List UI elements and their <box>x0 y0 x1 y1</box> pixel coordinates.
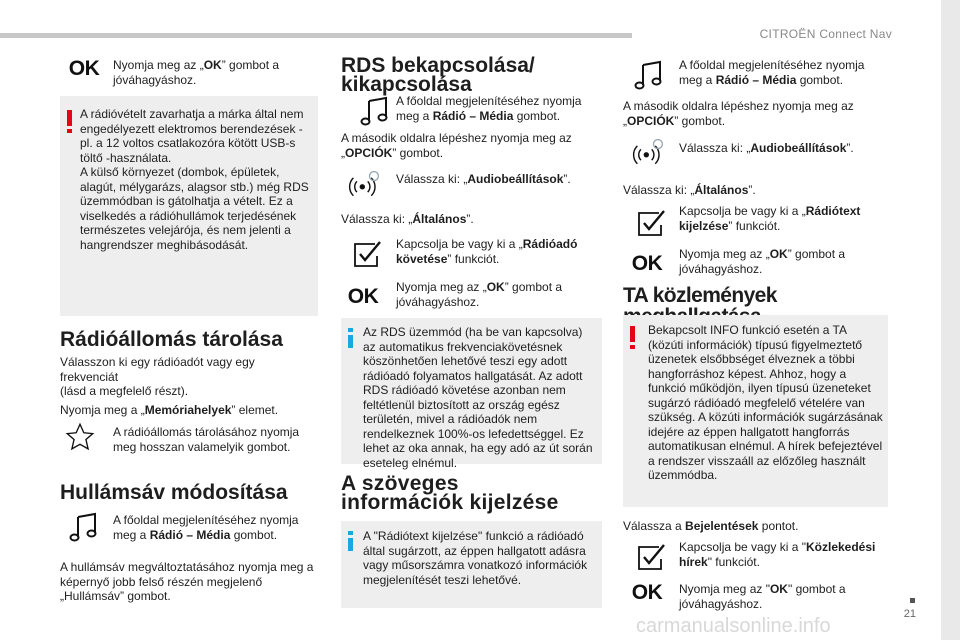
warning-box-ta <box>623 315 888 507</box>
info-icon-dot <box>348 531 353 535</box>
warning-box-reception <box>60 96 318 316</box>
info-icon <box>348 538 353 551</box>
page-edge-tab <box>941 0 960 640</box>
warning-icon <box>630 326 635 342</box>
rds-info-text: Az RDS üzemmód (ha be van kapcsolva) az automatikus frekvenciakövetésnek köszönhetően lehetővé teszi egy adott rádióadó folyamatos hallgatását. Az adott RDS rádióadó követése azonban nem feltétlenül biztosított az ország egész területén, mivel a rádióadók nem rendelkeznek 100%-os lefedettséggel. Ez lehet az oka annak, ha egy adó az út során eseteleg elnémul. <box>363 325 593 470</box>
info-box-radiotext <box>341 521 602 608</box>
music-note-icon <box>629 58 669 92</box>
running-title: CITROËN Connect Nav <box>759 27 892 41</box>
info-icon-dot <box>348 328 353 332</box>
checkbox-icon <box>631 539 671 573</box>
page-marker <box>910 598 915 603</box>
ta-paragraph-3: Válassza ki: „Audiobeállítások”. <box>679 141 854 155</box>
store-paragraph-2: Nyomja meg a „Memóriahelyek” elemet. <box>60 403 279 417</box>
header-rule <box>0 33 632 38</box>
ok-icon: OK <box>347 285 379 308</box>
ta-paragraph-2: A második oldalra lépéshez nyomja meg az „OPCIÓK” gombot. <box>623 99 854 128</box>
band-paragraph-2: A hullámsáv megváltoztatásához nyomja meg a képernyő jobb felső részén megjelenő „Hullámsáv” gombot. <box>60 560 314 603</box>
radiotext-info-text: A "Rádiótext kijelzése" funkció a rádióadó által sugárzott, az éppen hallgatott adásra vagy műsorszámra vonatkozó információk megjelenítését teszi lehetővé. <box>363 529 588 587</box>
checkbox-icon <box>347 236 387 270</box>
rds-paragraph-3: Válassza ki: „Audiobeállítások”. <box>396 172 571 186</box>
rds-paragraph-2: A második oldalra lépéshez nyomja meg az „OPCIÓK” gombot. <box>341 131 572 160</box>
rds-paragraph-1: A főoldal megjelenítéséhez nyomja meg a Rádió – Média gombot. <box>396 94 582 123</box>
ok-confirm-text: Nyomja meg az „OK” gombot a jóváhagyáshoz. <box>113 58 280 87</box>
heading-store-station: Rádióállomás tárolása <box>60 328 283 351</box>
warning-text: A rádióvételt zavarhatja a márka által nem engedélyezett elektromos berendezések - pl. a 12 voltos csatlakozóra kötött USB-s töltő -használata. A külső környezet (dombok, épületek, alagút, mélygarázs, alagsor stb.) még RDS üzemmódban is gátolhatja a vételt. Ez a viselkedés a rádióhullámok terjedésének természetes velejárója, és nem jelenti a hangrendszer meghibásodását. <box>80 107 309 252</box>
warning-icon-dot <box>67 129 72 133</box>
heading-text-info: A szöveges információk kijelzése <box>341 472 559 514</box>
ta-paragraph-9: Nyomja meg az "OK" gombot a jóváhagyáshoz. <box>679 582 846 611</box>
ok-icon: OK <box>631 581 663 604</box>
heading-change-band: Hullámsáv módosítása <box>60 481 288 504</box>
watermark: carmanualsonline.info <box>636 615 831 637</box>
page-number: 21 <box>903 608 916 620</box>
ta-paragraph-6: Nyomja meg az „OK” gombot a jóváhagyáshoz. <box>679 247 846 276</box>
ta-paragraph-1: A főoldal megjelenítéséhez nyomja meg a Rádió – Média gombot. <box>679 58 865 87</box>
band-paragraph-1: A főoldal megjelenítéséhez nyomja meg a Rádió – Média gombot. <box>113 513 299 542</box>
music-note-icon <box>355 94 395 128</box>
store-paragraph-1: Válasszon ki egy rádióadót vagy egy frekvenciát (lásd a megfelelő részt). <box>60 355 255 398</box>
heading-rds: RDS bekapcsolása/ kikapcsolása <box>341 54 535 96</box>
info-icon <box>348 335 353 348</box>
rds-paragraph-5: Kapcsolja be vagy ki a „Rádióadó követése” funkciót. <box>396 237 578 266</box>
ta-paragraph-4: Válassza ki: „Általános”. <box>623 183 756 197</box>
ok-icon: OK <box>68 57 100 80</box>
heading-ta: TA közlemények <box>623 284 777 307</box>
warning-icon <box>67 110 72 126</box>
music-note-icon <box>64 510 104 544</box>
checkbox-icon <box>631 205 671 239</box>
rds-paragraph-6: Nyomja meg az „OK” gombot a jóváhagyáshoz. <box>396 280 563 309</box>
ok-icon: OK <box>631 252 663 275</box>
ta-paragraph-8: Kapcsolja be vagy ki a "Közlekedési hírek" funkciót. <box>679 540 876 569</box>
store-paragraph-3: A rádióállomás tárolásához nyomja meg hosszan valamelyik gombot. <box>113 425 300 454</box>
info-box-rds <box>341 318 602 470</box>
radio-settings-icon <box>629 136 669 170</box>
ta-warning-text: Bekapcsolt INFO funkció esetén a TA (közúti információk) típusú figyelmeztető üzenetek elsőbbséget élveznek a többi hangforráshoz képest. Ahhoz, hogy a funkció működjön, ilyen típusú üzeneteket sugárzó rádióadó megfelelő vételére van szükség. A közúti információk sugárzásának idejére az éppen hallgatott hangforrás automatikusan elnémul. A hírek befejeztével a rendszer visszaáll az előzőleg használt üzemmódba. <box>648 323 883 482</box>
star-icon <box>60 420 100 454</box>
rds-paragraph-4: Válassza ki: „Általános”. <box>341 212 474 226</box>
ta-paragraph-5: Kapcsolja be vagy ki a „Rádiótext kijelzése” funkciót. <box>679 204 861 233</box>
ta-paragraph-7: Válassza a Bejelentések pontot. <box>623 519 799 533</box>
radio-settings-icon <box>345 168 385 202</box>
warning-icon-dot <box>630 345 635 349</box>
